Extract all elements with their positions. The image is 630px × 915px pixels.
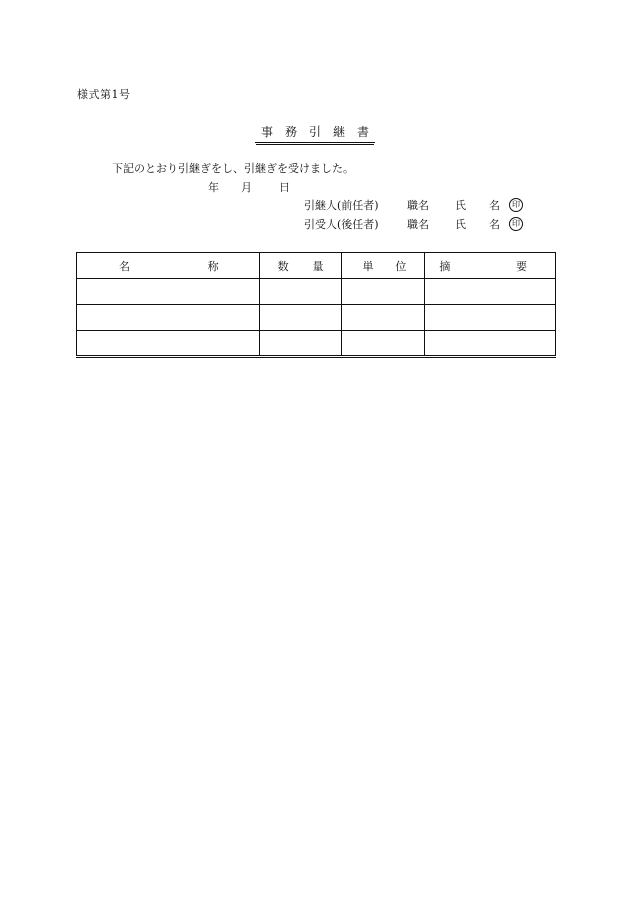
year-label: 年: [208, 181, 219, 194]
signature-post-label: 職名: [407, 218, 429, 231]
signature-role: 引受人(後任者): [304, 218, 379, 231]
table-row: [77, 331, 556, 357]
title-char: 継: [332, 125, 345, 139]
day-label: 日: [279, 181, 290, 194]
month-label: 月: [241, 181, 252, 194]
signature-role: 引継人(前任者): [304, 199, 379, 212]
seal-icon: 印: [509, 217, 523, 231]
header-char: 単: [362, 259, 374, 273]
cell-quantity[interactable]: [259, 279, 342, 305]
cell-name[interactable]: [77, 279, 260, 305]
cell-quantity[interactable]: [259, 331, 342, 357]
header-remarks: [425, 253, 556, 279]
form-number: 様式第1号: [77, 88, 131, 101]
cell-name[interactable]: [77, 305, 260, 331]
document-title: [255, 123, 375, 143]
table-header-row: [77, 253, 556, 279]
cell-remarks[interactable]: [425, 279, 556, 305]
date-line: [208, 179, 290, 195]
signature-family-label: 氏: [455, 199, 466, 212]
title-char: 書: [356, 125, 369, 139]
seal-icon: 印: [509, 198, 523, 212]
header-quantity: [259, 253, 342, 279]
title-char: 事: [261, 125, 274, 139]
handover-table: [76, 252, 556, 358]
cell-quantity[interactable]: [259, 305, 342, 331]
cell-unit[interactable]: [342, 279, 425, 305]
title-char: 引: [308, 125, 321, 139]
header-char: 数: [277, 259, 289, 273]
table-row: [77, 279, 556, 305]
table-row: [77, 305, 556, 331]
header-char: 称: [207, 259, 219, 273]
header-char: 量: [312, 259, 324, 273]
cell-remarks[interactable]: [425, 305, 556, 331]
intro-text: 下記のとおり引継ぎをし、引継ぎを受けました。: [112, 162, 354, 175]
header-char: 要: [516, 259, 527, 273]
header-unit: [342, 253, 425, 279]
title-char: 務: [284, 125, 297, 139]
cell-name[interactable]: [77, 331, 260, 357]
signature-line-predecessor: [304, 197, 523, 213]
header-name: [77, 253, 260, 279]
signature-family-label: 氏: [455, 218, 466, 231]
signature-post-label: 職名: [407, 199, 429, 212]
signature-line-successor: [304, 216, 523, 232]
header-char: 名: [119, 259, 130, 273]
cell-unit[interactable]: [342, 331, 425, 357]
signature-given-label: 名: [489, 218, 500, 231]
cell-remarks[interactable]: [425, 331, 556, 357]
signature-given-label: 名: [489, 199, 500, 212]
header-char: 位: [395, 259, 407, 273]
header-char: 摘: [439, 259, 451, 273]
cell-unit[interactable]: [342, 305, 425, 331]
